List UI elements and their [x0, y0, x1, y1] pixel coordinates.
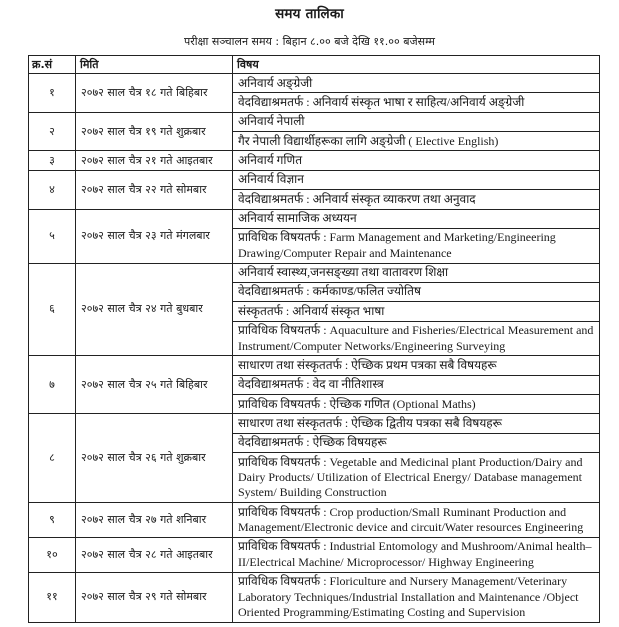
subject-cell: अनिवार्य गणित: [233, 151, 600, 170]
date-cell: २०७२ साल चैत्र १९ गते शुक्रबार: [76, 112, 233, 151]
subject-cell: वेदविद्याश्रमतर्फ : अनिवार्य संस्कृत व्याकरण तथा अनुवाद: [233, 190, 600, 209]
timetable-header: [29, 56, 600, 74]
serial-cell: ५: [29, 209, 76, 263]
serial-cell: ४: [29, 170, 76, 209]
serial-cell: ९: [29, 503, 76, 538]
subject-cell: साधारण तथा संस्कृततर्फ : ऐच्छिक प्रथम पत्रका सबै विषयहरू: [233, 356, 600, 375]
date-cell: २०७२ साल चैत्र १८ गते बिहिबार: [76, 74, 233, 113]
date-cell: २०७२ साल चैत्र २६ गते शुक्रबार: [76, 414, 233, 503]
column-header-date: मिति: [76, 56, 233, 74]
subject-cell: प्राविधिक विषयतर्फ : ऐच्छिक गणित (Optional Maths): [233, 395, 600, 414]
date-cell: २०७२ साल चैत्र २८ गते आइतबार: [76, 537, 233, 572]
subject-cell: अनिवार्य नेपाली: [233, 112, 600, 131]
table-row: [29, 151, 600, 170]
subject-cell: प्राविधिक विषयतर्फ : Floriculture and Nursery Management/Veterinary Laboratory Techniques/Industrial Installation and Maintenance /Object Oriented Programming/Estimating Costing and Supervision: [233, 572, 600, 622]
subject-cell: वेदविद्याश्रमतर्फ : अनिवार्य संस्कृत भाषा र साहित्य/अनिवार्य अङ्ग्रेजी: [233, 93, 600, 112]
date-cell: २०७२ साल चैत्र २१ गते आइतबार: [76, 151, 233, 170]
subject-cell: साधारण तथा संस्कृततर्फ : ऐच्छिक द्वितीय पत्रका सबै विषयहरू: [233, 414, 600, 433]
date-cell: २०७२ साल चैत्र २२ गते सोमबार: [76, 170, 233, 209]
page-title: समय तालिका: [275, 6, 344, 22]
table-row: [29, 537, 600, 572]
subject-cell: अनिवार्य सामाजिक अध्ययन: [233, 209, 600, 228]
table-row: [29, 572, 600, 622]
serial-cell: ३: [29, 151, 76, 170]
exam-timetable: [28, 55, 600, 623]
table-row: [29, 74, 600, 93]
subject-cell: संस्कृततर्फ : अनिवार्य संस्कृत भाषा: [233, 302, 600, 321]
date-cell: २०७२ साल चैत्र २९ गते सोमबार: [76, 572, 233, 622]
table-row: [29, 356, 600, 375]
subject-cell: प्राविधिक विषयतर्फ : Vegetable and Medicinal plant Production/Dairy and Dairy Products/ Utilization of Electrical Energy/ Database management System/ Building Construction: [233, 453, 600, 503]
subject-cell: प्राविधिक विषयतर्फ : Aquaculture and Fisheries/Electrical Measurement and Instrument/Computer Networks/Engineering Surveying: [233, 321, 600, 356]
subject-cell: अनिवार्य विज्ञान: [233, 170, 600, 189]
subject-cell: गैर नेपाली विद्यार्थीहरूका लागि अङ्ग्रेजी ( Elective English): [233, 132, 600, 151]
serial-cell: ११: [29, 572, 76, 622]
table-row: [29, 263, 600, 282]
timetable-body: [29, 74, 600, 623]
serial-cell: २: [29, 112, 76, 151]
table-row: [29, 209, 600, 228]
subject-cell: अनिवार्य स्वास्थ्य,जनसङ्ख्या तथा वातावरण शिक्षा: [233, 263, 600, 282]
serial-cell: ६: [29, 263, 76, 356]
table-row: [29, 503, 600, 538]
serial-cell: १: [29, 74, 76, 113]
table-row: [29, 414, 600, 433]
date-cell: २०७२ साल चैत्र २३ गते मंगलबार: [76, 209, 233, 263]
date-cell: २०७२ साल चैत्र २४ गते बुधबार: [76, 263, 233, 356]
serial-cell: ८: [29, 414, 76, 503]
date-cell: २०७२ साल चैत्र २७ गते शनिबार: [76, 503, 233, 538]
subject-cell: अनिवार्य अङ्ग्रेजी: [233, 74, 600, 93]
date-cell: २०७२ साल चैत्र २५ गते बिहिबार: [76, 356, 233, 414]
serial-cell: १०: [29, 537, 76, 572]
subject-cell: वेदविद्याश्रमतर्फ : ऐच्छिक विषयहरू: [233, 433, 600, 452]
subject-cell: प्राविधिक विषयतर्फ : Crop production/Small Ruminant Production and Management/Electronic device and circuit/Water resources Engineering: [233, 503, 600, 538]
serial-cell: ७: [29, 356, 76, 414]
table-row: [29, 170, 600, 189]
subject-cell: वेदविद्याश्रमतर्फ : वेद वा नीतिशास्त्र: [233, 375, 600, 394]
subject-cell: वेदविद्याश्रमतर्फ : कर्मकाण्ड/फलित ज्योतिष: [233, 282, 600, 301]
column-header-sn: क्र.सं: [29, 56, 76, 74]
header-row: [29, 56, 600, 74]
table-row: [29, 112, 600, 131]
column-header-subject: विषय: [233, 56, 600, 74]
subject-cell: प्राविधिक विषयतर्फ : Farm Management and Marketing/Engineering Drawing/Computer Repair and Maintenance: [233, 228, 600, 263]
exam-time-subtitle: परीक्षा सञ्चालन समय : बिहान ८.०० बजे देखि ११.०० बजेसम्म: [184, 35, 435, 48]
subject-cell: प्राविधिक विषयतर्फ : Industrial Entomology and Mushroom/Animal health–II/Electrical Machine/ Microprocessor/ Highway Engineering: [233, 537, 600, 572]
